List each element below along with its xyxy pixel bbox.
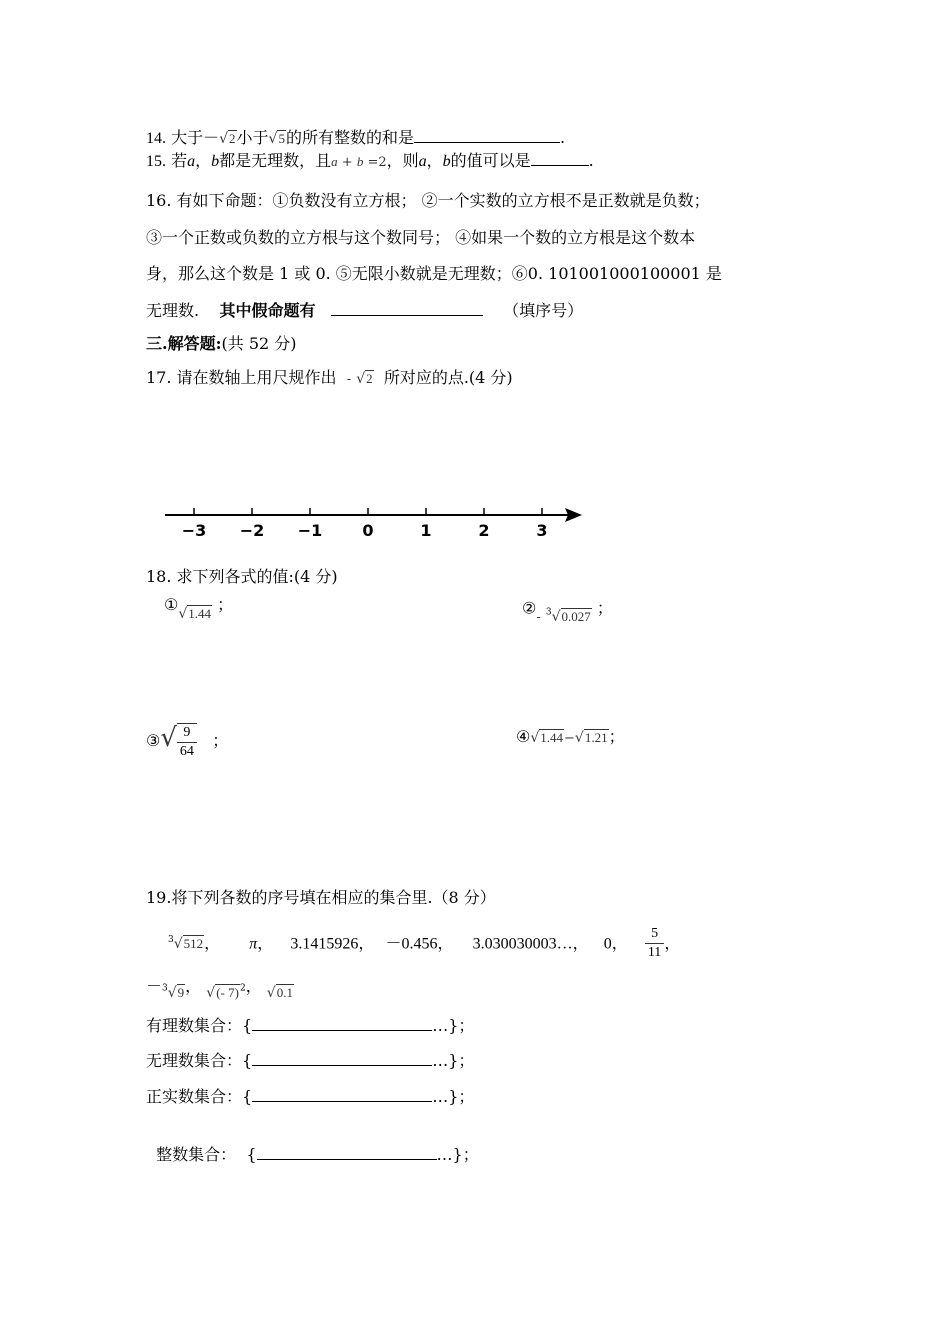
question-18-item1: ①√1.44 ； <box>164 595 234 622</box>
set-integer: 整数集合： { …}； <box>156 1145 479 1164</box>
answer-blank-14[interactable] <box>414 126 560 143</box>
question-18-item2: ②- $^3$√0.027 ； <box>522 598 613 626</box>
tick-label: −3 <box>181 521 207 540</box>
tick-label: 1 <box>420 521 432 540</box>
question-19-numbers-row2: －$^3$√9， √(- 7)$^2$， √0.1 <box>146 976 293 1002</box>
set-integer-blank[interactable] <box>257 1143 437 1160</box>
sqrt-2: √2 <box>219 131 236 147</box>
answer-blank-15[interactable] <box>531 149 589 166</box>
tick-label: −2 <box>239 521 265 540</box>
tick-label: 2 <box>478 521 490 540</box>
equation: a + b =2 <box>331 154 387 170</box>
set-rational: 有理数集合：{ …}； <box>146 1016 475 1035</box>
set-positive-real-blank[interactable] <box>252 1085 432 1102</box>
sqrt-2: √2 <box>356 371 373 387</box>
question-16-line1: 16. 有如下命题：①负数没有立方根； ②一个实数的立方根不是正数就是负数； <box>146 191 710 210</box>
sqrt-5: √5 <box>268 131 285 147</box>
set-positive-real: 正实数集合：{ …}； <box>146 1087 475 1106</box>
answer-blank-16[interactable] <box>331 299 483 316</box>
question-19-numbers-row1: $^3$√512， π， 3.1415926， －0.456， 3.030030003…， 0， $\frac{5}{11}$ ， <box>168 926 681 961</box>
tick-label: −1 <box>297 521 323 540</box>
question-16-line4: 无理数. 其中假命题有 （填序号） <box>146 301 584 320</box>
question-14: 14. 大于－√2小于√5的所有整数的和是 . <box>146 126 565 150</box>
question-18-item4: ④√1.44−√1.21； <box>516 727 625 746</box>
question-15: 15. 若a，b都是无理数，且a + b =2，则a，b的值可以是 . <box>146 151 594 170</box>
question-16-line3: 身，那么这个数是 1 或 0. ⑤无限小数就是无理数；⑥0. 101001000100001 是 <box>146 264 722 283</box>
set-irrational: 无理数集合：{ …}； <box>146 1051 475 1070</box>
set-rational-blank[interactable] <box>252 1014 432 1031</box>
tick-label: 0 <box>362 521 374 540</box>
tick-label: 3 <box>536 521 548 540</box>
section-3-heading: 三.解答题:(共 52 分) <box>146 334 297 353</box>
set-irrational-blank[interactable] <box>252 1049 432 1066</box>
number-line <box>160 500 590 545</box>
question-16-line2: ③一个正数或负数的立方根与这个数同号； ④如果一个数的立方根是这个数本 <box>146 228 696 247</box>
question-18-title: 18. 求下列各式的值:(4 分) <box>146 567 338 586</box>
question-17: 17. 请在数轴上用尺规作出 - √2 所对应的点.(4 分) <box>146 367 513 391</box>
question-19-title: 19.将下列各数的序号填在相应的集合里.（8 分） <box>146 888 496 907</box>
question-18-item3: ③√ $\frac{9}{64}$ ； <box>146 723 229 759</box>
